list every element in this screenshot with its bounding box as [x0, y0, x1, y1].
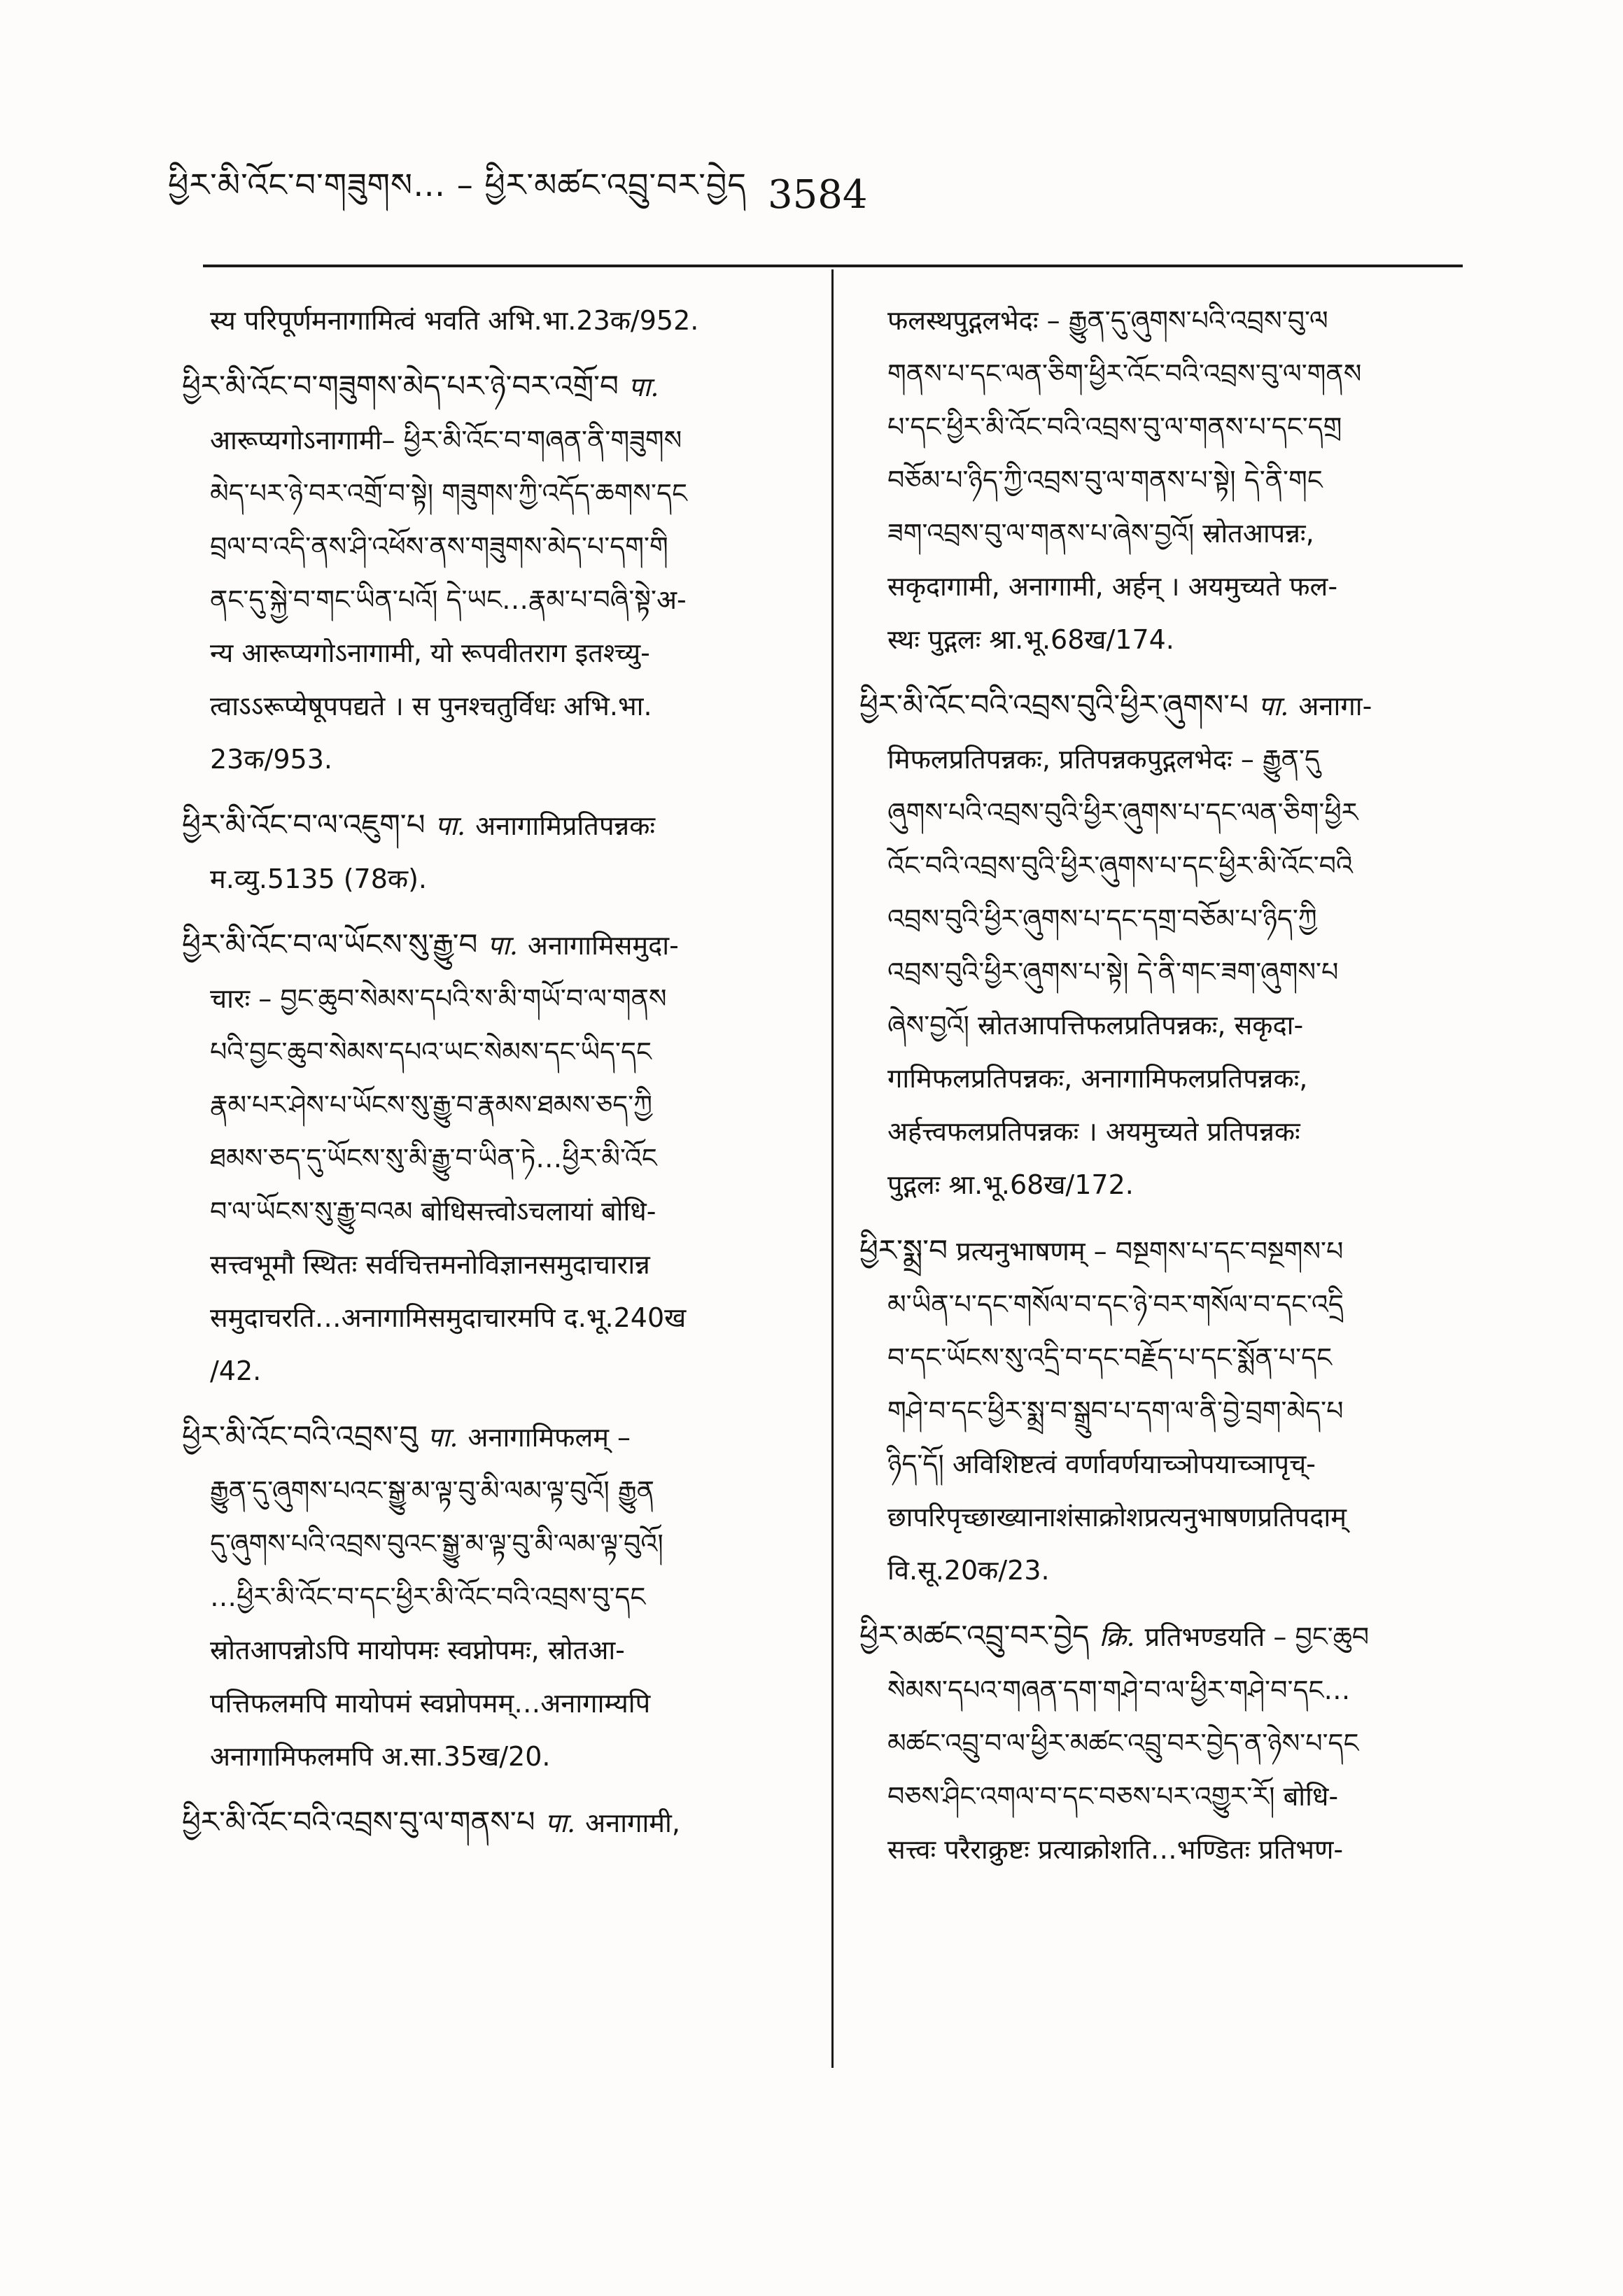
entry-text-line: འོང་བའི་འབྲས་བུའི་ཕྱིར་ཞུགས་པ་དང་ཕྱིར་མི་འོང་བའི — [887, 850, 1353, 881]
entry-lead-line — [182, 1796, 798, 1850]
entry-headword: ཕྱིར་མི་འོང་བ་གཟུགས་མེད་པར་ཉེ་བར་འགྲོ་བ — [182, 369, 619, 403]
entry-text-line: समुदाचरति…अनागामिसमुदाचारमपि द.भू.240ख — [210, 1302, 687, 1333]
page-number: 3584 — [768, 171, 868, 218]
entry-text-line: གནས་པ་དང་ལན་ཅིག་ཕྱིར་འོང་བའི་འབྲས་བུ་ལ་གནས — [887, 358, 1362, 389]
entry-headword: ཕྱིར་མི་འོང་བའི་འབྲས་བུའི་ཕྱིར་ཞུགས་པ — [859, 688, 1249, 722]
entry-text-line: 23क/953. — [210, 744, 332, 775]
entry-text-line: वि.सू.20क/23. — [887, 1555, 1050, 1586]
entry-text-line: सत्त्वभूमौ स्थितः सर्वचित्तमनोविज्ञानसमुदाचारान्न — [210, 1249, 650, 1280]
entry-sanskrit-equivalent: अनागामिफलम् – — [468, 1422, 631, 1453]
entry-text-line: ནང་དུ་སྐྱེ་བ་གང་ཡིན་པའོ། དེ་ཡང…རྣམ་པ་བཞི་སྟེ་अ- — [210, 584, 687, 615]
entry-lead-line — [182, 360, 798, 414]
entry-lead-line — [859, 1610, 1475, 1663]
entry-text-line: अनागामिफलमपि अ.सा.35ख/20. — [210, 1741, 551, 1772]
page-header — [168, 160, 1463, 230]
entry-headword: ཕྱིར་མི་འོང་བ་ལ་ཡོངས་སུ་རྒྱུ་བ — [182, 927, 478, 962]
entry-text-line: བ་དང་ཡོངས་སུ་འདྲི་བ་དང་བརྗོད་པ་དང་སྨོན་པ་དང — [887, 1342, 1333, 1373]
entry-lead-line — [182, 798, 798, 852]
entry-sanskrit-equivalent: अनागामिसमुदा- — [527, 930, 679, 961]
entry-text-line: सकृदागामी, अनागामी, अर्हन् । अयमुच्यते फल- — [887, 571, 1338, 602]
entry-text-line: ཞེས་བྱའོ། स्रोतआपत्तिफलप्रतिपन्नकः, सकृदा- — [887, 1010, 1304, 1041]
entry-text-line: स्थः पुद्गलः श्रा.भू.68ख/174. — [887, 624, 1174, 655]
entry-sanskrit-equivalent: अनागामी, — [585, 1808, 680, 1838]
header-rule — [203, 265, 1463, 267]
column-divider — [831, 269, 834, 2068]
entry-headword: ཕྱིར་མཚང་འབྲུ་བར་བྱེད — [859, 1619, 1090, 1653]
entry-lead-line — [182, 918, 798, 972]
entry-grammar-tag: पा. — [544, 1808, 576, 1838]
entry-lead-line — [859, 1224, 1475, 1278]
entry-text-line: स्य परिपूर्णमनागामित्वं भवति अभि.भा.23क/952. — [210, 305, 699, 336]
entry-headword: ཕྱིར་སྨྲ་བ — [859, 1233, 948, 1267]
entry-text-line: གཤེ་བ་དང་ཕྱིར་སྨྲ་བ་སྒྲུབ་པ་དག་ལ་ནི་བྱེ་བྲག་མེད་པ — [887, 1395, 1344, 1426]
entry-sanskrit-equivalent: प्रतिभण्डयति – བྱང་ཆུབ — [1144, 1621, 1370, 1652]
entry-sanskrit-equivalent: अनागा- — [1298, 691, 1372, 721]
dictionary-entry — [859, 1224, 1475, 1597]
entry-sanskrit-equivalent: अनागामिप्रतिपन्नकः — [475, 810, 656, 841]
entry-text-line: चारः – བྱང་ཆུབ་སེམས་དཔའི་ས་མི་གཡོ་བ་ལ་གནས — [210, 983, 667, 1014]
dictionary-entry — [182, 294, 798, 347]
entry-lead-line — [859, 679, 1475, 733]
dictionary-entry — [182, 1796, 798, 1850]
entry-headword: ཕྱིར་མི་འོང་བའི་འབྲས་བུ — [182, 1419, 418, 1453]
entry-headword: ཕྱིར་མི་འོང་བ་ལ་འཇུག་པ — [182, 808, 426, 842]
entry-text-line: སེམས་དཔའ་གཞན་དག་གཤེ་བ་ལ་ཕྱིར་གཤེ་བ་དང… — [887, 1675, 1351, 1705]
dictionary-entry — [859, 679, 1475, 1211]
entry-text-line: छापरिपृच्छाख्यानाशंसाक्रोशप्रत्यनुभाषणप्रतिपदाम् — [887, 1502, 1347, 1533]
dictionary-entry — [859, 1610, 1475, 1876]
entry-text-line: …ཕྱིར་མི་འོང་བ་དང་ཕྱིར་མི་འོང་བའི་འབྲས་བུ་དང — [210, 1582, 646, 1612]
entry-text-line: བཅས་ཤིང་འགལ་བ་དང་བཅས་པར་འགྱུར་རོ། बोधि- — [887, 1781, 1339, 1812]
entry-text-line: པའི་བྱང་ཆུབ་སེམས་དཔའ་ཡང་སེམས་དང་ཡིད་དང — [210, 1036, 652, 1067]
entry-text-line: पुद्गलः श्रा.भू.68ख/172. — [887, 1169, 1134, 1200]
dictionary-entry — [859, 294, 1475, 666]
entry-text-line: ཟག་འབྲས་བུ་ལ་གནས་པ་ཞེས་བྱའོ། स्रोतआपन्नः, — [887, 518, 1314, 549]
entry-headword: ཕྱིར་མི་འོང་བའི་འབྲས་བུ་ལ་གནས་པ — [182, 1805, 535, 1839]
left-column — [182, 294, 798, 1862]
entry-text-line: རྣམ་པར་ཤེས་པ་ཡོངས་སུ་རྒྱུ་བ་རྣམས་ཐམས་ཅད་ཀྱི — [210, 1090, 653, 1120]
entry-text-line: ཐམས་ཅད་དུ་ཡོངས་སུ་མི་རྒྱུ་བ་ཡིན་ཏེ…ཕྱིར་མི་འོང — [210, 1143, 657, 1174]
entry-text-line: མེད་པར་ཉེ་བར་འགྲོ་བ་སྟེ། གཟུགས་ཀྱི་འདོད་ཆགས་དང — [210, 478, 687, 509]
entry-text-line: अर्हत्त्वफलप्रतिपन्नकः । अयमुच्यते प्रतिपन्नकः — [887, 1116, 1300, 1147]
entry-grammar-tag: पा. — [427, 1422, 458, 1453]
entry-text-line: ཉིད་དོ། अविशिष्टत्वं वर्णावर्णयाच्ञोपयाच्ञापृच्- — [887, 1449, 1316, 1479]
dictionary-entry — [182, 798, 798, 906]
entry-grammar-tag: पा. — [628, 372, 659, 402]
entry-text-line: फलस्थपुद्गलभेदः – རྒྱུན་དུ་ཞུགས་པའི་འབྲས་བུ་ལ — [887, 305, 1328, 336]
entry-text-line: མཚང་འབྲུ་བ་ལ་ཕྱིར་མཚང་འབྲུ་བར་བྱེད་ན་ཉེས་པ་དང — [887, 1728, 1359, 1759]
entry-grammar-tag: क्रि. — [1099, 1621, 1135, 1652]
entry-text-line: त्वाऽऽरूप्येषूपपद्यते । स पुनश्चतुर्विधः अभि.भा. — [210, 691, 652, 721]
entry-grammar-tag: पा. — [435, 810, 466, 841]
right-column — [859, 294, 1475, 1889]
entry-text-line: བྲལ་བ་འདི་ནས་ཤི་འཕོས་ནས་གཟུགས་མེད་པ་དག་གི — [210, 531, 668, 562]
entry-text-line: ཞུགས་པའི་འབྲས་བུའི་ཕྱིར་ཞུགས་པ་དང་ལན་ཅིག་ཕྱིར — [887, 797, 1358, 828]
entry-grammar-tag: पा. — [487, 930, 518, 961]
entry-text-line: མ་ཡིན་པ་དང་གསོལ་བ་དང་ཉེ་བར་གསོལ་བ་དང་འདྲི — [887, 1289, 1344, 1320]
entry-text-line: རྒྱུན་དུ་ཞུགས་པའང་སྒྱུ་མ་ལྟ་བུ་མི་ལམ་ལྟ་བུའོ། རྒྱུན — [210, 1475, 654, 1506]
entry-text-line: /42. — [210, 1355, 262, 1386]
entry-text-line: འབྲས་བུའི་ཕྱིར་ཞུགས་པ་སྟེ། དེ་ནི་གང་ཟག་ཞུགས་པ — [887, 957, 1339, 987]
entry-text-line: पत्तिफलमपि मायोपमं स्वप्नोपमम्…अनागाम्यपि — [210, 1688, 651, 1719]
dictionary-entry — [182, 360, 798, 786]
entry-text-line: सत्त्वः परैराक्रुष्टः प्रत्याक्रोशति…भण्डितः प्रतिभण- — [887, 1834, 1344, 1865]
entry-text-line: པ་དང་ཕྱིར་མི་འོང་བའི་འབྲས་བུ་ལ་གནས་པ་དང་དགྲ — [887, 411, 1342, 442]
entry-text-line: आरूप्यगोऽनागामी– ཕྱིར་མི་འོང་བ་གཞན་ནི་གཟུགས — [210, 425, 682, 456]
entry-text-line: स्रोतआपन्नोऽपि मायोपमः स्वप्नोपमः, स्रोतआ- — [210, 1635, 625, 1665]
entry-text-line: བཅོམ་པ་ཉིད་ཀྱི་འབྲས་བུ་ལ་གནས་པ་སྟེ། དེ་ནི་གང — [887, 465, 1323, 495]
entry-text-line: गामिफलप्रतिपन्नकः, अनागामिफलप्रतिपन्नकः, — [887, 1063, 1308, 1094]
entry-sanskrit-equivalent: प्रत्यनुभाषणम् – བསྔགས་པ་དང་བསྔགས་པ — [956, 1236, 1344, 1267]
entry-text-line: मिफलप्रतिपन्नकः, प्रतिपन्नकपुद्गलभेदः – རྒྱུན་དུ — [887, 744, 1320, 775]
entry-text-line: म.व्यु.5135 (78क). — [210, 864, 427, 894]
dictionary-entry — [182, 1410, 798, 1783]
entry-grammar-tag: पा. — [1258, 691, 1289, 721]
dictionary-entry — [182, 918, 798, 1397]
running-head: ཕྱིར་མི་འོང་བ་གཟུགས… – ཕྱིར་མཚང་འབྲུ་བར་བྱེད — [168, 165, 747, 204]
entry-text-line: དུ་ཞུགས་པའི་འབྲས་བུའང་སྒྱུ་མ་ལྟ་བུ་མི་ལམ་ལྟ་བུའོ། — [210, 1528, 663, 1559]
entry-text-line: न्य आरूप्यगोऽनागामी, यो रूपवीतराग इतश्च्यु- — [210, 638, 650, 668]
entry-lead-line — [182, 1410, 798, 1464]
entry-text-line: བ་ལ་ཡོངས་སུ་རྒྱུ་བའམ बोधिसत्त्वोऽचलायां बोधि- — [210, 1196, 656, 1227]
entry-text-line: འབྲས་བུའི་ཕྱིར་ཞུགས་པ་དང་དགྲ་བཅོམ་པ་ཉིད་ཀྱི — [887, 903, 1317, 934]
